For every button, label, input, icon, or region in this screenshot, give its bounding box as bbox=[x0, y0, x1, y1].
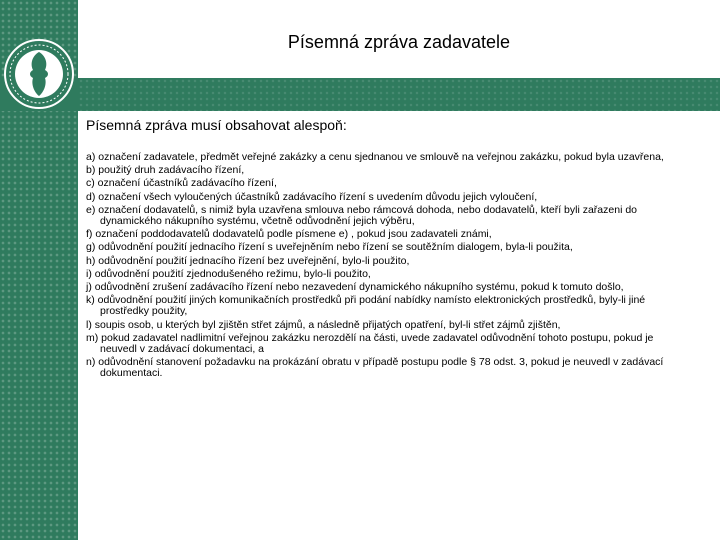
content-area bbox=[78, 111, 720, 540]
list-item: a) označení zadavatele, předmět veřejné zakázky a cenu sjednanou ve smlouvě na veřejnou zakázku, pokud byla uzavřena, bbox=[86, 151, 664, 163]
list-item: l) soupis osob, u kterých byl zjištěn střet zájmů, a následně přijatých opatření, byl-li střet zájmů zjištěn, bbox=[86, 318, 561, 331]
header-band bbox=[0, 78, 720, 111]
header-band-pattern bbox=[78, 78, 720, 111]
list-item: k) odůvodnění použití jiných komunikačních prostředků při podání nabídky namísto elektronických prostředků, byly-li jiné prostředky použity, bbox=[86, 294, 646, 318]
list-item: c) označení účastníků zadávacího řízení, bbox=[86, 177, 277, 190]
list-item: j) odůvodnění zrušení zadávacího řízení nebo nezavedení dynamického nákupního systému, pokud k tomuto došlo, bbox=[86, 281, 624, 294]
title-area bbox=[78, 0, 720, 78]
list-item: m) pokud zadavatel nadlimitní veřejnou zakázku nerozdělí na části, uvede zadavatel odůvodnění tohoto postupu, pokud je neuvedl v zadávací dokumentaci, a bbox=[86, 331, 654, 356]
list-item: n) odůvodnění stanovení požadavku na prokázání obratu v případě postupu podle § 78 odst. 3, pokud je neuvedl v zadávací dokumentaci. bbox=[86, 356, 664, 380]
list-item: g) odůvodnění použití jednacího řízení s uveřejněním nebo řízení se soutěžním dialogem, byla-li použita, bbox=[86, 241, 573, 254]
list-item: d) označení všech vyloučených účastníků zadávacího řízení s uvedením důvodu jejich vyloučení, bbox=[86, 190, 538, 203]
slide-subtitle: Písemná zpráva musí obsahovat alespoň: bbox=[86, 117, 347, 133]
list-item: e) označení dodavatelů, s nimiž byla uzavřena smlouva nebo rámcová dohoda, nebo dodavatelů, kteří byli zařazeni do dynamického nákupního systému, včetně odůvodnění jejich výběru, bbox=[86, 203, 637, 228]
university-seal-icon bbox=[2, 4, 76, 112]
list-item: h) odůvodnění použití jednacího řízení bez uveřejnění, bylo-li použito, bbox=[86, 254, 410, 267]
list-item: i) odůvodnění použití zjednodušeného režimu, bylo-li použito, bbox=[86, 267, 371, 280]
requirements-list bbox=[86, 152, 686, 382]
list-item: b) použitý druh zadávacího řízení, bbox=[86, 164, 245, 177]
slide-title: Písemná zpráva zadavatele bbox=[287, 32, 511, 52]
list-item: f) označení poddodavatelů dodavatelů podle písmene e) , pokud jsou zadavateli známi, bbox=[86, 228, 492, 241]
